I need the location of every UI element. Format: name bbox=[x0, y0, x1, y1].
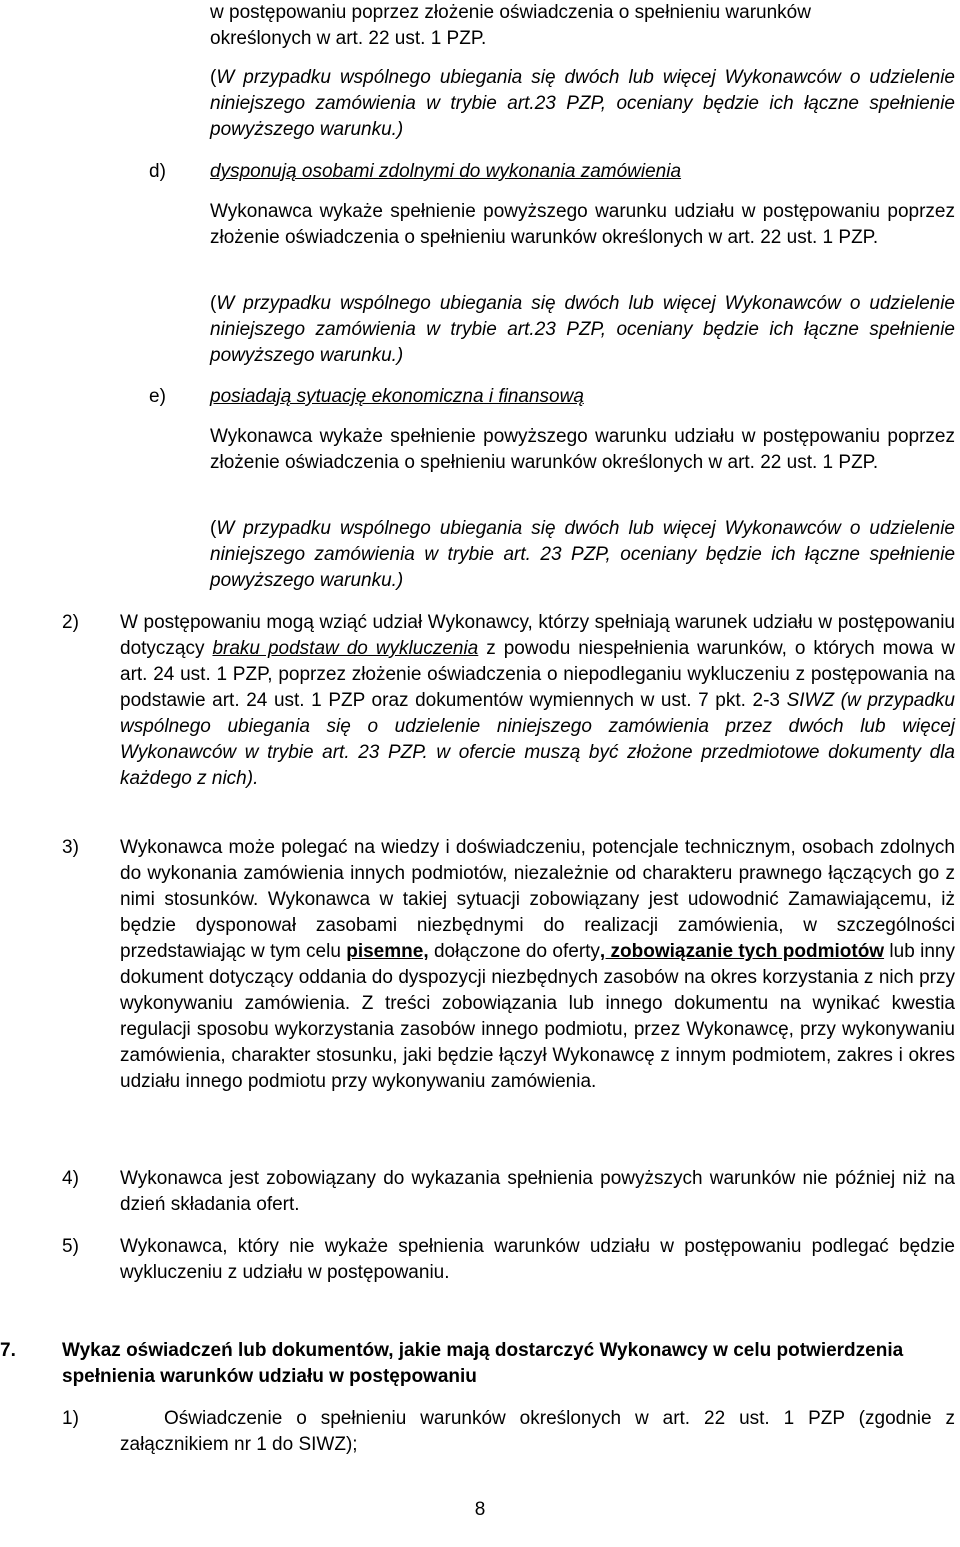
item3-t2: pisemne, bbox=[346, 941, 429, 962]
section7-item1-content: Oświadczenie o spełnieniu warunków określonych w art. 22 ust. 1 PZP (zgodnie z załącznikiem nr 1 do SIWZ); bbox=[120, 1408, 955, 1455]
page-number: 8 bbox=[474, 1499, 486, 1520]
item5-marker: 5) bbox=[62, 1236, 79, 1257]
item5-text: Wykonawca, który nie wykaże spełnienia warunków udziału w postępowaniu podlegać będzie wykluczeniu z udziału w postępowaniu. bbox=[120, 1236, 955, 1283]
item3-t1: Wykonawca może polegać na wiedzy i doświadczeniu, potencjale technicznym, osobach zdolnych do wykonania zamówienia innych podmiotów, niezależnie od charakteru prawnego łączących go z nimi stosunków. Wykonawca w takiej sytuacji zobowiązany jest udowodnić Zamawiającemu, iż będzie dysponował zasobami niezbędnymi do realizacji zamówienia, w szczególności przedstawiając w tym celu bbox=[120, 837, 955, 962]
c-cont-line1: w postępowaniu poprzez złożenie oświadczenia o spełnieniu warunków bbox=[210, 2, 811, 23]
c-note bbox=[210, 65, 955, 143]
d-note-pre: ( bbox=[210, 293, 217, 314]
item4-marker: 4) bbox=[62, 1168, 79, 1189]
e-note-pre: ( bbox=[210, 518, 217, 539]
e-body: Wykonawca wykaże spełnienie powyższego warunku udziału w postępowaniu poprzez złożenie oświadczenia o spełnieniu warunków określonych w art. 22 ust. 1 PZP. bbox=[210, 426, 955, 473]
section7-heading: Wykaz oświadczeń lub dokumentów, jakie mają dostarczyć Wykonawcy w celu potwierdzenia spełnienia warunków udziału w postępowaniu bbox=[62, 1340, 904, 1387]
item2-text bbox=[120, 610, 955, 792]
e-marker: e) bbox=[149, 386, 166, 407]
d-note-italic: W przypadku wspólnego ubiegania się dwóch lub więcej Wykonawców o udzielenie niniejszego zamówienia w trybie art. bbox=[210, 293, 955, 340]
section7-item1-text bbox=[120, 1406, 955, 1458]
item3-t4: , zobowiązanie tych podmiotów bbox=[599, 941, 885, 962]
item3-t3: dołączone do oferty bbox=[428, 941, 600, 962]
e-note-post: 23 PZP, oceniany będzie ich łączne spełnienie powyższego warunku.) bbox=[210, 544, 956, 591]
e-note-italic: W przypadku wspólnego ubiegania się dwóch lub więcej Wykonawców o udzielenie niniejszego zamówienia w trybie art. bbox=[210, 518, 955, 565]
c-cont-line2: określonych w art. 22 ust. 1 PZP. bbox=[210, 28, 487, 49]
c-note-pre: ( bbox=[210, 67, 217, 88]
item2-t3: z powodu niespełnienia warunków, o których mowa w art. 24 ust. 1 PZP, poprzez złożenie oświadczenia o niepodleganiu wykluczeniu z postępowania na podstawie art. 24 ust. 1 PZP oraz dokumentów wymiennych w ust. 7 pkt. 2-3 bbox=[120, 638, 956, 711]
item3-text bbox=[120, 835, 955, 1095]
e-note bbox=[210, 516, 955, 594]
d-note-post: 23 PZP, oceniany będzie ich łączne spełnienie powyższego warunku.) bbox=[210, 319, 955, 366]
d-note bbox=[210, 291, 955, 369]
item3-marker: 3) bbox=[62, 837, 79, 858]
d-marker: d) bbox=[149, 161, 166, 182]
item2-t4: SIWZ (w przypadku wspólnego ubiegania się o udzielenie niniejszego zamówienia przez dwóch lub więcej Wykonawców w trybie art. 23 PZP. w ofercie muszą być złożone przedmiotowe dokumenty dla każdego z nich). bbox=[120, 690, 955, 789]
e-title: posiadają sytuację ekonomiczna i finansową bbox=[210, 386, 584, 407]
d-title: dysponują osobami zdolnymi do wykonania zamówienia bbox=[210, 161, 682, 182]
item2-marker: 2) bbox=[62, 612, 79, 633]
c-note-post: 23 PZP, oceniany będzie ich łączne spełnienie powyższego warunku.) bbox=[210, 93, 955, 140]
c-continuation bbox=[210, 0, 955, 52]
c-note-italic: W przypadku wspólnego ubiegania się dwóch lub więcej Wykonawców o udzielenie niniejszego zamówienia w trybie art. bbox=[210, 67, 955, 114]
item3-t5: lub inny dokument dotyczący oddania do dyspozycji niezbędnych zasobów na okres korzystania z nich przy wykonywaniu zamówienia. Z treści zobowiązania lub innego dokumentu na wynikać kwestia regulacji sposobu wykorzystania zasobów innego podmiotu, przez Wykonawcę, przy wykonywaniu zamówienia, charakter stosunku, jaki będzie łączył Wykonawcę z innym podmiotem, zakres i okres udziału innego podmiotu przy wykonywaniu zamówienia. bbox=[120, 941, 955, 1092]
item2-t1: W postępowaniu mogą wziąć udział Wykonawcy, którzy spełniają warunek udziału w postępowaniu dotyczący bbox=[120, 612, 955, 659]
section7-item1-marker: 1) bbox=[62, 1408, 79, 1429]
item2-t2: braku podstaw do wykluczenia bbox=[212, 638, 479, 659]
item4-text: Wykonawca jest zobowiązany do wykazania spełnienia powyższych warunków nie później niż na dzień składania ofert. bbox=[120, 1168, 955, 1215]
d-body: Wykonawca wykaże spełnienie powyższego warunku udziału w postępowaniu poprzez złożenie oświadczenia o spełnieniu warunków określonych w art. 22 ust. 1 PZP. bbox=[210, 201, 955, 248]
section7-number: 7. bbox=[0, 1340, 16, 1361]
